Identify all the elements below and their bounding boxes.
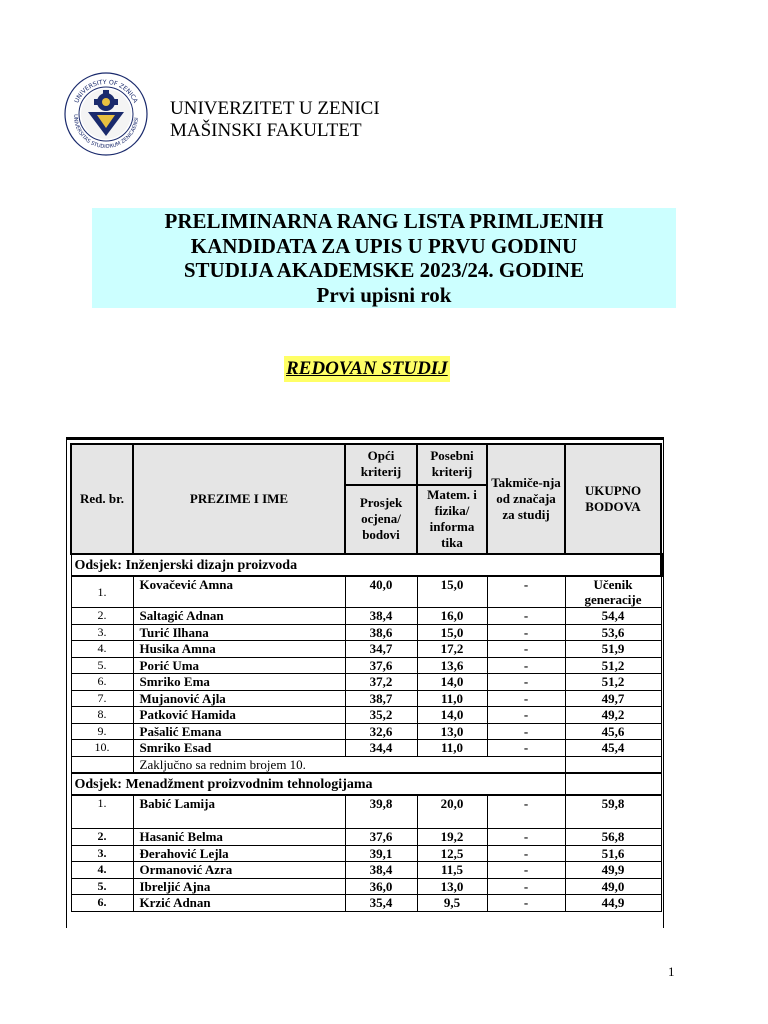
row-number: 3. (71, 624, 133, 641)
row-prosjek: 37,2 (345, 674, 417, 691)
table-row (71, 624, 661, 641)
row-takm: - (487, 862, 565, 879)
row-prosjek: 36,0 (345, 878, 417, 895)
row-prosjek: 40,0 (345, 576, 417, 608)
table-row (71, 723, 661, 740)
row-ukupno: 54,4 (565, 608, 661, 625)
row-matem: 17,2 (417, 641, 487, 658)
row-matem: 11,5 (417, 862, 487, 879)
row-number: 4. (71, 641, 133, 658)
header-opci: Opći kriterij (345, 444, 417, 485)
row-ukupno: 53,6 (565, 624, 661, 641)
row-name: Kovačević Amna (133, 576, 345, 608)
row-matem: 12,5 (417, 845, 487, 862)
row-number: 5. (71, 878, 133, 895)
row-name: Patković Hamida (133, 707, 345, 724)
row-takm: - (487, 576, 565, 608)
section-label-1: Odsjek: Inženjerski dizajn proizvoda (71, 554, 661, 576)
table-row (71, 795, 661, 829)
title-line-3: STUDIJA AKADEMSKE 2023/24. GODINE (183, 258, 585, 282)
row-matem: 20,0 (417, 795, 487, 829)
row-name: Ibreljić Ajna (133, 878, 345, 895)
row-ukupno: 51,2 (565, 674, 661, 691)
row-ukupno: 59,8 (565, 795, 661, 829)
row-ukupno: 56,8 (565, 829, 661, 846)
row-prosjek: 34,4 (345, 740, 417, 757)
row-number: 1. (71, 795, 133, 829)
row-matem: 15,0 (417, 624, 487, 641)
row-ukupno (565, 576, 661, 608)
row-prosjek: 37,6 (345, 829, 417, 846)
row-prosjek: 38,4 (345, 862, 417, 879)
row-takm: - (487, 895, 565, 912)
table-row (71, 895, 661, 912)
row-takm: - (487, 707, 565, 724)
table-row (71, 641, 661, 658)
row-takm: - (487, 878, 565, 895)
row-takm: - (487, 624, 565, 641)
table-row (71, 862, 661, 879)
row-name: Husika Amna (133, 641, 345, 658)
row-takm: - (487, 845, 565, 862)
university-header (170, 98, 380, 142)
row-prosjek: 32,6 (345, 723, 417, 740)
table-row (71, 845, 661, 862)
row-matem: 16,0 (417, 608, 487, 625)
row-takm: - (487, 657, 565, 674)
row-ukupno: 49,9 (565, 862, 661, 879)
row-ukupno: 44,9 (565, 895, 661, 912)
row-ukupno: 49,0 (565, 878, 661, 895)
study-type: REDOVAN STUDIJ (284, 356, 450, 382)
row-number: 3. (71, 845, 133, 862)
title-line-4: Prvi upisni rok (316, 282, 452, 307)
row-matem: 11,0 (417, 740, 487, 757)
row-matem: 9,5 (417, 895, 487, 912)
row-name: Ormanović Azra (133, 862, 345, 879)
title-line-2: KANDIDATA ZA UPIS U PRVU GODINU (190, 233, 578, 258)
page-number: 1 (668, 964, 675, 979)
row-number: 2. (71, 829, 133, 846)
row-takm: - (487, 795, 565, 829)
row-name: Turić Ilhana (133, 624, 345, 641)
section-row-2 (71, 773, 661, 795)
logo-text-top: UNIVERSITY OF ZENICA (73, 78, 139, 105)
row-takm: - (487, 690, 565, 707)
closing-text: Zaključno sa rednim brojem 10. (133, 756, 565, 773)
row-prosjek: 34,7 (345, 641, 417, 658)
table-header-row (71, 444, 661, 485)
section-label-2: Odsjek: Menadžment proizvodnim tehnologijama (71, 773, 565, 795)
row-number: 6. (71, 895, 133, 912)
table-row (71, 690, 661, 707)
title-line-1: PRELIMINARNA RANG LISTA PRIMLJENIH (164, 209, 604, 233)
row-ukupno: 49,2 (565, 707, 661, 724)
row-prosjek: 38,7 (345, 690, 417, 707)
row-prosjek: 38,6 (345, 624, 417, 641)
row-number: 7. (71, 690, 133, 707)
header-ukupno: UKUPNO BODOVA (565, 444, 661, 554)
row-takm: - (487, 829, 565, 846)
header-matem: Matem. i fizika/ informa tika (417, 485, 487, 554)
row-ukupno: 51,2 (565, 657, 661, 674)
row-prosjek: 37,6 (345, 657, 417, 674)
row-prosjek: 39,8 (345, 795, 417, 829)
row-takm: - (487, 740, 565, 757)
row-name: Krzić Adnan (133, 895, 345, 912)
row-number: 6. (71, 674, 133, 691)
row-prosjek: 35,4 (345, 895, 417, 912)
document-title (92, 208, 676, 308)
row-ukupno: 45,6 (565, 723, 661, 740)
ukupno-line-2: generacije (584, 592, 642, 607)
university-logo (64, 72, 148, 156)
row-name: Mujanović Ajla (133, 690, 345, 707)
row-number: 9. (71, 723, 133, 740)
ukupno-line-1: Učenik (593, 577, 633, 592)
table-row (71, 740, 661, 757)
row-ukupno: 45,4 (565, 740, 661, 757)
row-name: Porić Uma (133, 657, 345, 674)
row-prosjek: 35,2 (345, 707, 417, 724)
row-name: Saltagić Adnan (133, 608, 345, 625)
row-number: 2. (71, 608, 133, 625)
row-ukupno: 51,6 (565, 845, 661, 862)
row-number: 10. (71, 740, 133, 757)
row-name: Pašalić Emana (133, 723, 345, 740)
faculty-name: MAŠINSKI FAKULTET (170, 120, 362, 141)
row-name: Smriko Ema (133, 674, 345, 691)
row-number: 1. (71, 576, 133, 608)
row-takm: - (487, 674, 565, 691)
row-matem: 15,0 (417, 576, 487, 608)
row-number: 4. (71, 862, 133, 879)
header-name: PREZIME I IME (133, 444, 345, 554)
table-row (71, 576, 661, 608)
row-matem: 13,0 (417, 878, 487, 895)
header-prosjek: Prosjek ocjena/ bodovi (345, 485, 417, 554)
row-takm: - (487, 641, 565, 658)
row-name: Babić Lamija (133, 795, 345, 829)
row-takm: - (487, 608, 565, 625)
ranking-table (70, 443, 663, 912)
row-ukupno: 49,7 (565, 690, 661, 707)
university-name: UNIVERZITET U ZENICI (170, 98, 380, 119)
table-row (71, 829, 661, 846)
row-takm: - (487, 723, 565, 740)
closing-row (71, 756, 661, 773)
table-row (71, 657, 661, 674)
row-ukupno: 51,9 (565, 641, 661, 658)
logo-text-bottom: UNIVERSITAS STUDIORUM ZENICAENSI (71, 114, 140, 151)
row-matem: 11,0 (417, 690, 487, 707)
header-posebni: Posebni kriterij (417, 444, 487, 485)
row-matem: 13,0 (417, 723, 487, 740)
row-prosjek: 38,4 (345, 608, 417, 625)
table-row (71, 674, 661, 691)
row-matem: 19,2 (417, 829, 487, 846)
row-name: Smriko Esad (133, 740, 345, 757)
header-takmicenja: Takmiče-nja od značaja za studij (487, 444, 565, 554)
table-row (71, 878, 661, 895)
row-name: Đerahović Lejla (133, 845, 345, 862)
table-row (71, 707, 661, 724)
row-number: 5. (71, 657, 133, 674)
section-row-1 (71, 554, 661, 576)
row-name: Hasanić Belma (133, 829, 345, 846)
row-prosjek: 39,1 (345, 845, 417, 862)
row-matem: 14,0 (417, 707, 487, 724)
table-row (71, 608, 661, 625)
row-matem: 13,6 (417, 657, 487, 674)
row-number: 8. (71, 707, 133, 724)
header-red-br: Red. br. (71, 444, 133, 554)
row-matem: 14,0 (417, 674, 487, 691)
